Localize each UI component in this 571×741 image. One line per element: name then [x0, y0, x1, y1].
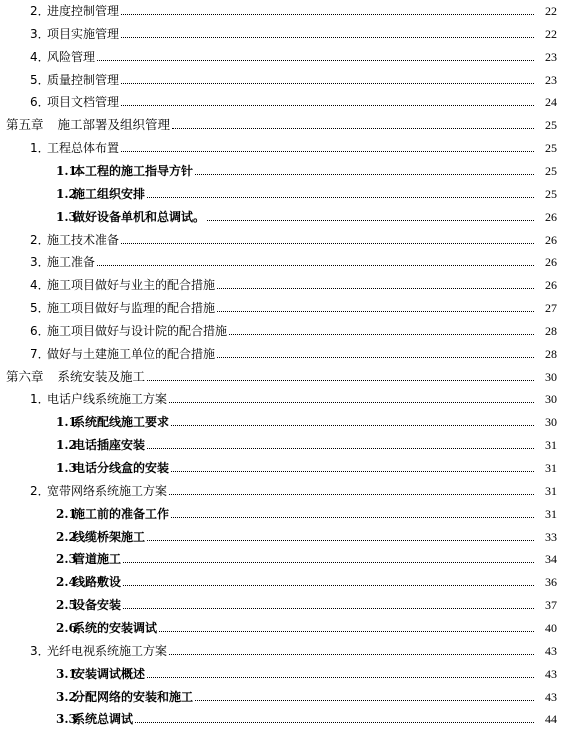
toc-entry-page-number: 31 — [545, 438, 557, 453]
toc-entry-page-number: 25 — [545, 118, 557, 133]
toc-entry-number: 1． — [30, 392, 50, 407]
dot-leader — [121, 37, 534, 38]
toc-section-entry[interactable] — [0, 388, 571, 406]
toc-entry-page-number: 30 — [545, 415, 557, 430]
toc-chapter-entry[interactable] — [0, 366, 571, 384]
toc-entry-title: 施工技术准备 — [47, 232, 120, 247]
dot-leader — [147, 540, 534, 541]
dot-leader — [147, 448, 534, 449]
toc-entry-page-number: 31 — [545, 506, 557, 521]
dot-leader — [217, 311, 534, 312]
dot-leader — [171, 471, 534, 472]
toc-entry-title: 电话户线系统施工方案 — [47, 392, 168, 407]
toc-entry-page-number: 36 — [545, 575, 557, 590]
dot-leader — [121, 14, 534, 15]
toc-entry-title: 项目文档管理 — [47, 95, 120, 110]
toc-entry-page-number: 23 — [545, 49, 557, 64]
toc-entry-page-number: 30 — [545, 369, 557, 384]
toc-entry-page-number: 43 — [545, 689, 557, 704]
toc-entry-number: 1.3 — [56, 461, 77, 475]
toc-entry-page-number: 22 — [545, 4, 557, 18]
toc-section-entry[interactable] — [0, 46, 571, 64]
toc-entry-title: 系统总调试 — [73, 712, 134, 727]
toc-subsection-entry[interactable] — [0, 183, 571, 201]
toc-section-entry[interactable] — [0, 229, 571, 247]
dot-leader — [171, 517, 534, 518]
toc-entry-number: 3.2 — [56, 689, 77, 704]
toc-entry-title: 电话插座安装 — [73, 438, 146, 453]
toc-entry-page-number: 31 — [545, 461, 557, 475]
toc-entry-title: 系统配线施工要求 — [73, 415, 170, 430]
toc-entry-page-number: 43 — [545, 666, 557, 681]
toc-entry-number: 第六章 — [6, 368, 44, 384]
toc-entry-title: 光纤电视系统施工方案 — [47, 643, 168, 658]
toc-entry-page-number: 25 — [545, 141, 557, 156]
toc-entry-title: 做好与土建施工单位的配合措施 — [47, 346, 216, 361]
toc-subsection-entry[interactable] — [0, 594, 571, 612]
toc-entry-page-number: 28 — [545, 346, 557, 361]
toc-entry-number: 1.2 — [56, 186, 77, 201]
toc-entry-page-number: 33 — [545, 529, 557, 544]
dot-leader — [217, 357, 534, 358]
toc-entry-page-number: 26 — [545, 209, 557, 224]
dot-leader — [169, 654, 534, 655]
toc-section-entry[interactable] — [0, 23, 571, 41]
toc-entry-number: 2.3 — [56, 552, 77, 567]
dot-leader — [229, 334, 534, 335]
toc-entry-number: 2． — [30, 483, 50, 498]
toc-subsection-entry[interactable] — [0, 686, 571, 704]
dot-leader — [97, 265, 534, 266]
toc-entry-page-number: 27 — [545, 301, 557, 316]
toc-entry-number: 5． — [30, 72, 50, 87]
toc-section-entry[interactable] — [0, 251, 571, 269]
toc-entry-page-number: 26 — [545, 278, 557, 293]
dot-leader — [121, 83, 534, 84]
dot-leader — [207, 220, 534, 221]
toc-entry-number: 2． — [30, 232, 50, 247]
toc-entry-title: 施工组织安排 — [73, 186, 146, 201]
toc-entry-title: 宽带网络系统施工方案 — [47, 483, 168, 498]
toc-section-entry[interactable] — [0, 297, 571, 315]
toc-chapter-entry[interactable] — [0, 114, 571, 132]
toc-entry-page-number: 30 — [545, 392, 557, 407]
toc-entry-page-number: 26 — [545, 255, 557, 270]
toc-entry-title: 风险管理 — [47, 49, 96, 64]
toc-entry-title: 电话分线盒的安装 — [73, 461, 170, 475]
toc-subsection-entry[interactable] — [0, 548, 571, 566]
dot-leader — [147, 380, 534, 381]
toc-entry-title: 做好设备单机和总调试。 — [73, 209, 206, 224]
dot-leader — [121, 151, 534, 152]
toc-subsection-entry[interactable] — [0, 503, 571, 521]
toc-entry-number: 6． — [30, 95, 50, 110]
toc-entry-number: 5． — [30, 301, 50, 316]
toc-section-entry[interactable] — [0, 274, 571, 292]
dot-leader — [195, 174, 534, 175]
dot-leader — [147, 197, 534, 198]
toc-subsection-entry[interactable] — [0, 526, 571, 544]
dot-leader — [195, 700, 534, 701]
toc-entry-number: 6． — [30, 323, 50, 338]
dot-leader — [123, 608, 534, 609]
toc-subsection-entry[interactable] — [0, 411, 571, 429]
toc-entry-number: 2.2 — [56, 529, 77, 544]
toc-entry-number: 3． — [30, 26, 50, 41]
toc-entry-number: 2.6 — [56, 620, 77, 635]
toc-entry-title: 线缆桥架施工 — [73, 529, 146, 544]
toc-entry-number: 2.4 — [56, 575, 77, 590]
toc-entry-page-number: 24 — [545, 95, 557, 110]
toc-entry-number: 2.1 — [56, 506, 77, 521]
toc-entry-page-number: 25 — [545, 163, 557, 178]
toc-subsection-entry[interactable] — [0, 708, 571, 726]
toc-entry-title: 施工部署及组织管理 — [57, 117, 171, 133]
toc-entry-number: 3.1 — [56, 666, 77, 681]
dot-leader — [123, 585, 534, 586]
dot-leader — [169, 402, 534, 403]
toc-entry-title: 线路敷设 — [73, 575, 122, 590]
toc-entry-title: 施工准备 — [47, 255, 96, 270]
dot-leader — [171, 425, 534, 426]
toc-entry-page-number: 31 — [545, 483, 557, 498]
toc-subsection-entry[interactable] — [0, 434, 571, 452]
toc-entry-title: 系统的安装调试 — [73, 620, 158, 635]
toc-entry-number: 7． — [30, 346, 50, 361]
toc-entry-number: 4． — [30, 49, 50, 64]
toc-entry-page-number: 43 — [545, 643, 557, 658]
dot-leader — [147, 677, 534, 678]
toc-subsection-entry[interactable] — [0, 571, 571, 589]
dot-leader — [97, 60, 534, 61]
dot-leader — [135, 722, 534, 723]
toc-entry-title: 设备安装 — [73, 598, 122, 613]
toc-subsection-entry[interactable] — [0, 206, 571, 224]
toc-entry-number: 1.1 — [56, 415, 77, 430]
toc-entry-title: 管道施工 — [73, 552, 122, 567]
toc-entry-page-number: 40 — [545, 620, 557, 635]
toc-entry-title: 项目实施管理 — [47, 26, 120, 41]
toc-entry-number: 3． — [30, 255, 50, 270]
dot-leader — [123, 562, 534, 563]
toc-section-entry[interactable] — [0, 91, 571, 109]
toc-section-entry[interactable] — [0, 69, 571, 87]
toc-entry-number: 1.2 — [56, 438, 77, 453]
toc-entry-number: 1． — [30, 141, 50, 156]
dot-leader — [121, 105, 534, 106]
toc-entry-number: 第五章 — [6, 117, 44, 133]
toc-entry-number: 1.1 — [56, 163, 77, 178]
toc-section-entry[interactable] — [0, 320, 571, 338]
toc-entry-title: 工程总体布置 — [47, 141, 120, 156]
toc-entry-title: 施工项目做好与业主的配合措施 — [47, 278, 216, 293]
toc-entry-title: 本工程的施工指导方针 — [73, 163, 194, 178]
toc-entry-page-number: 25 — [545, 186, 557, 201]
toc-entry-page-number: 34 — [545, 552, 557, 567]
dot-leader — [172, 128, 534, 129]
toc-entry-page-number: 23 — [545, 72, 557, 87]
toc-subsection-entry[interactable] — [0, 617, 571, 635]
dot-leader — [159, 631, 534, 632]
toc-section-entry[interactable] — [0, 640, 571, 658]
toc-section-entry[interactable] — [0, 0, 571, 18]
toc-entry-number: 3． — [30, 643, 50, 658]
toc-subsection-entry[interactable] — [0, 160, 571, 178]
dot-leader — [217, 288, 534, 289]
toc-entry-number: 2.5 — [56, 598, 77, 613]
toc-entry-page-number: 22 — [545, 26, 557, 41]
toc-entry-title: 施工项目做好与设计院的配合措施 — [47, 323, 228, 338]
toc-entry-title: 施工项目做好与监理的配合措施 — [47, 301, 216, 316]
toc-entry-number: 2． — [30, 4, 50, 18]
toc-entry-number: 1.3 — [56, 209, 77, 224]
toc-entry-title: 施工前的准备工作 — [73, 506, 170, 521]
toc-section-entry[interactable] — [0, 480, 571, 498]
toc-section-entry[interactable] — [0, 137, 571, 155]
toc-subsection-entry[interactable] — [0, 663, 571, 681]
toc-entry-title: 进度控制管理 — [47, 4, 120, 18]
toc-entry-number: 3.3 — [56, 712, 77, 727]
toc-subsection-entry[interactable] — [0, 457, 571, 475]
toc-entry-number: 4． — [30, 278, 50, 293]
toc-entry-page-number: 37 — [545, 598, 557, 613]
toc-entry-title: 系统安装及施工 — [57, 368, 146, 384]
dot-leader — [169, 494, 534, 495]
toc-entry-title: 安装调试概述 — [73, 666, 146, 681]
toc-entry-page-number: 26 — [545, 232, 557, 247]
toc-entry-page-number: 44 — [545, 712, 557, 727]
toc-section-entry[interactable] — [0, 343, 571, 361]
dot-leader — [121, 243, 534, 244]
toc-entry-page-number: 28 — [545, 323, 557, 338]
toc-entry-title: 质量控制管理 — [47, 72, 120, 87]
toc-entry-title: 分配网络的安装和施工 — [73, 689, 194, 704]
